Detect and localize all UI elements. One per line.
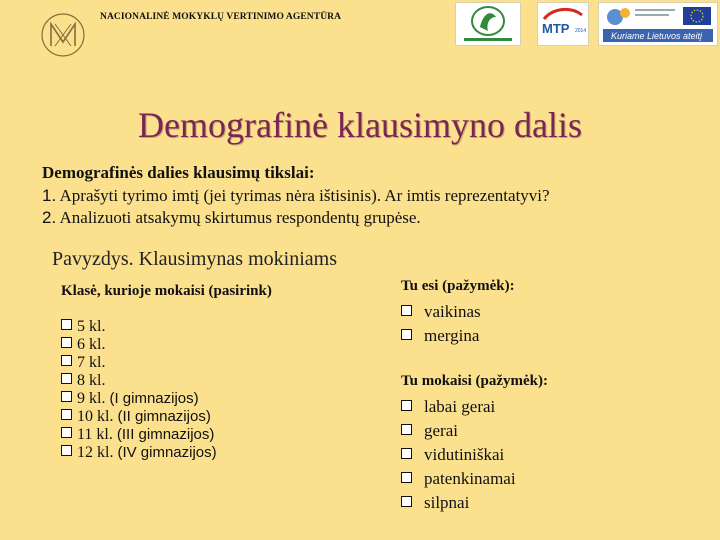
checkbox-icon[interactable] [61,337,72,348]
school-performance-question: Tu mokaisi (pažymėk): [401,373,548,389]
class-option-note: (II gimnazijos) [117,408,211,425]
mtp-logo [537,2,589,46]
school-option[interactable] [401,419,516,443]
school-option[interactable] [401,491,516,515]
gender-options-list [401,300,481,348]
svg-text:2014: 2014 [575,28,587,34]
goal-number: 1. [42,186,57,205]
class-option-label: 10 kl. [77,408,118,425]
class-option-label: 5 kl. [77,318,106,335]
checkbox-icon[interactable] [401,424,412,435]
checkbox-icon[interactable] [401,496,412,507]
class-option[interactable] [61,372,217,390]
class-option-label: 7 kl. [77,354,106,371]
school-option[interactable] [401,443,516,467]
goal-item [42,185,712,207]
school-performance-options-list [401,395,516,515]
svg-text:MTP: MTP [542,21,570,36]
checkbox-icon[interactable] [61,355,72,366]
header-bar [0,0,720,52]
goal-item [42,207,712,229]
class-question: Klasė, kurioje mokaisi (pasirink) [61,283,272,299]
class-option-label: 12 kl. [77,444,118,461]
class-option[interactable] [61,444,217,462]
example-title: Pavyzdys. Klausimynas mokiniams [52,248,337,270]
school-option-label: patenkinamai [424,469,516,488]
class-option-label: 6 kl. [77,336,106,353]
checkbox-icon[interactable] [401,329,412,340]
class-options-list [61,318,217,462]
class-option[interactable] [61,426,217,444]
class-option-note: (IV gimnazijos) [117,444,217,461]
class-option[interactable] [61,408,217,426]
goals-section [42,163,712,229]
gender-option[interactable] [401,324,481,348]
checkbox-icon[interactable] [61,373,72,384]
school-option-label: labai gerai [424,397,496,416]
checkbox-icon[interactable] [61,391,72,402]
agency-name: NACIONALINĖ MOKYKLŲ VERTINIMO AGENTŪRA [100,12,342,22]
eu-kuriame-lietuvos-ateiti-logo [598,2,718,46]
checkbox-icon[interactable] [401,400,412,411]
goal-text: Aprašyti tyrimo imtį (jei tyrimas nėra ištisinis). Ar imtis reprezentatyvi? [59,186,550,205]
school-option-label: gerai [424,421,458,440]
class-option[interactable] [61,318,217,336]
class-option-note: (I gimnazijos) [109,390,199,407]
school-option[interactable] [401,467,516,491]
gender-option-label: vaikinas [424,302,481,321]
checkbox-icon[interactable] [61,445,72,456]
class-option-label: 11 kl. [77,426,117,443]
goals-heading: Demografinės dalies klausimų tikslai: [42,163,315,182]
checkbox-icon[interactable] [61,319,72,330]
class-option[interactable] [61,336,217,354]
gender-question: Tu esi (pažymėk): [401,278,515,294]
svg-text:Kuriame Lietuvos ateitį: Kuriame Lietuvos ateitį [611,31,703,41]
checkbox-icon[interactable] [61,427,72,438]
nmva-emblem-icon [40,12,86,58]
class-option[interactable] [61,390,217,408]
goal-text: Analizuoti atsakymų skirtumus respondentų grupėse. [59,208,421,227]
checkbox-icon[interactable] [401,448,412,459]
class-option-label: 9 kl. [77,390,110,407]
class-option-label: 8 kl. [77,372,106,389]
gender-option[interactable] [401,300,481,324]
goal-number: 2. [42,208,57,227]
class-option[interactable] [61,354,217,372]
checkbox-icon[interactable] [401,472,412,483]
page-title: Demografinė klausimyno dalis [138,105,582,146]
checkbox-icon[interactable] [61,409,72,420]
school-option-label: silpnai [424,493,470,512]
class-option-note: (III gimnazijos) [116,426,215,443]
partner-logo-1 [455,2,521,46]
school-option-label: vidutiniškai [424,445,505,464]
gender-option-label: mergina [424,326,480,345]
checkbox-icon[interactable] [401,305,412,316]
school-option[interactable] [401,395,516,419]
